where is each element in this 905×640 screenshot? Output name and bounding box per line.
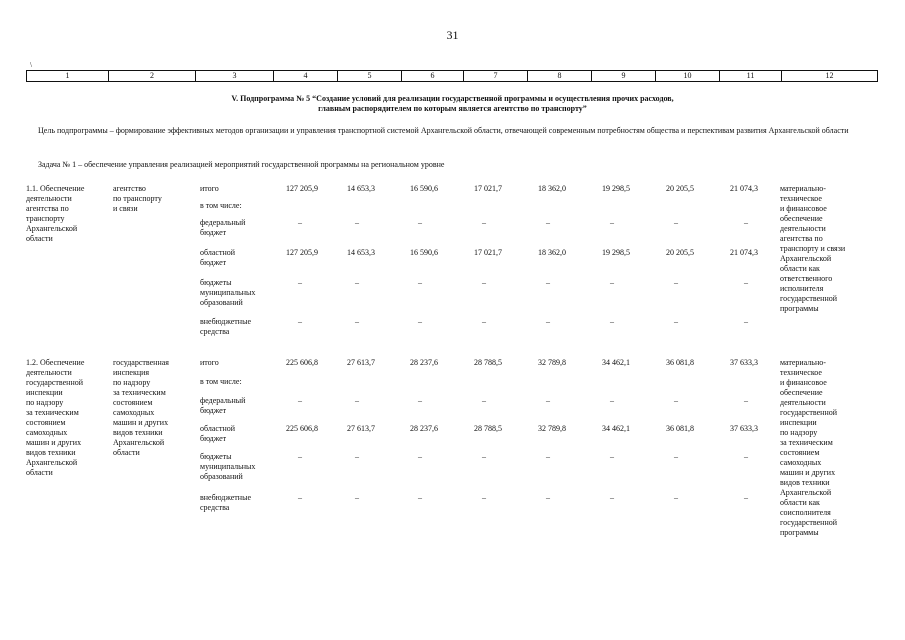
amount-year: 16 590,6 [410, 184, 438, 193]
activity-name: 1.1. Обеспечение деятельности агентства по транспорту Архангельской области [26, 184, 85, 243]
page-number: 31 [446, 28, 459, 42]
column-number: 10 [656, 71, 720, 82]
amount-year: 18 362,0 [538, 248, 566, 257]
amount-year: 14 653,3 [347, 184, 375, 193]
amount-year: – [546, 218, 550, 227]
responsible-executor: агентство по транспорту и связи [113, 184, 162, 213]
column-number-header [26, 70, 878, 82]
amount-year: – [482, 396, 486, 405]
amount-year: 37 633,3 [730, 424, 758, 433]
funding-source: федеральный бюджет [200, 218, 246, 237]
amount-year: – [355, 218, 359, 227]
amount-total: 127 205,9 [286, 184, 318, 193]
column-number: 4 [274, 71, 338, 82]
amount-year: – [546, 317, 550, 326]
amount-year: – [418, 396, 422, 405]
amount-year: – [482, 493, 486, 502]
amount-year: – [674, 278, 678, 287]
amount-total: – [298, 317, 302, 326]
amount-year: – [482, 218, 486, 227]
funding-source: федеральный бюджет [200, 396, 246, 415]
funding-source: итого [200, 184, 219, 193]
amount-year: – [418, 452, 422, 461]
amount-year: 34 462,1 [602, 358, 630, 367]
column-number: 8 [528, 71, 592, 82]
amount-year: – [546, 278, 550, 287]
funding-source: областной бюджет [200, 248, 236, 267]
amount-year: – [744, 452, 748, 461]
amount-year: 28 788,5 [474, 358, 502, 367]
subprogram-goal: Цель подпрограммы – формирование эффективных методов организации и управления транспортной системой Архангельской области, отвечающей современным потребностям общества и перспективам развития Архангельской области [38, 126, 849, 135]
amount-year: – [546, 396, 550, 405]
amount-year: – [744, 396, 748, 405]
amount-year: – [482, 278, 486, 287]
funding-source: в том числе: [200, 377, 242, 386]
amount-year: 36 081,8 [666, 424, 694, 433]
amount-year: – [674, 218, 678, 227]
amount-year: 36 081,8 [666, 358, 694, 367]
amount-year: 19 298,5 [602, 184, 630, 193]
amount-year: 37 633,3 [730, 358, 758, 367]
column-number: 9 [592, 71, 656, 82]
funding-source: внебюджетные средства [200, 493, 251, 512]
responsible-executor: государственная инспекция по надзору за техническим состоянием самоходных машин и других видов техники Архангельской области [113, 358, 169, 457]
amount-year: 34 462,1 [602, 424, 630, 433]
amount-year: – [418, 278, 422, 287]
amount-year: 18 362,0 [538, 184, 566, 193]
amount-year: 16 590,6 [410, 248, 438, 257]
column-number: 5 [338, 71, 402, 82]
amount-year: 20 205,5 [666, 184, 694, 193]
amount-year: – [355, 317, 359, 326]
funding-source: областной бюджет [200, 424, 236, 443]
task-heading: Задача № 1 – обеспечение управления реализацией мероприятий государственной программы на региональном уровне [38, 160, 445, 169]
amount-year: – [418, 317, 422, 326]
amount-year: – [546, 493, 550, 502]
amount-year: 28 237,6 [410, 424, 438, 433]
amount-year: – [482, 317, 486, 326]
funding-source: бюджеты муниципальных образований [200, 278, 256, 307]
subprogram-title-continued: главным распорядителем по которым является агентство по транспорту” [318, 104, 587, 113]
column-number: 7 [464, 71, 528, 82]
amount-year: 32 789,8 [538, 358, 566, 367]
amount-year: 17 021,7 [474, 248, 502, 257]
amount-year: – [355, 452, 359, 461]
column-number: 1 [27, 71, 109, 82]
amount-year: – [610, 396, 614, 405]
amount-year: 20 205,5 [666, 248, 694, 257]
amount-year: – [482, 452, 486, 461]
amount-year: – [546, 452, 550, 461]
amount-year: – [744, 317, 748, 326]
amount-year: 28 237,6 [410, 358, 438, 367]
amount-year: 14 653,3 [347, 248, 375, 257]
funding-source: бюджеты муниципальных образований [200, 452, 256, 481]
funding-source: внебюджетные средства [200, 317, 251, 336]
corner-mark: \ [30, 61, 32, 69]
column-number: 2 [109, 71, 196, 82]
amount-year: 32 789,8 [538, 424, 566, 433]
column-number: 6 [402, 71, 464, 82]
amount-total: – [298, 493, 302, 502]
amount-year: – [610, 317, 614, 326]
amount-year: 27 613,7 [347, 358, 375, 367]
amount-year: – [610, 493, 614, 502]
expected-result: материально- техническое и финансовое обеспечение деятельности государственной инспекции по надзору за техническим состоянием самоходных машин и других видов техники Архангельской области как соисполнителя государственной программы [780, 358, 838, 537]
amount-year: – [744, 493, 748, 502]
amount-total: – [298, 452, 302, 461]
amount-year: – [674, 317, 678, 326]
amount-year: – [744, 278, 748, 287]
amount-year: – [418, 218, 422, 227]
funding-source: в том числе: [200, 201, 242, 210]
amount-total: 127 205,9 [286, 248, 318, 257]
amount-year: 19 298,5 [602, 248, 630, 257]
amount-year: – [355, 493, 359, 502]
amount-year: 21 074,3 [730, 248, 758, 257]
amount-year: – [610, 218, 614, 227]
amount-year: – [355, 278, 359, 287]
subprogram-title: V. Подпрограмма № 5 “Создание условий для реализации государственной программы и осуществления прочих расходов, [231, 94, 674, 103]
amount-total: – [298, 278, 302, 287]
activity-name: 1.2. Обеспечение деятельности государственной инспекции по надзору за техническим состоянием самоходных машин и других видов техники Архангельской области [26, 358, 85, 477]
amount-total: 225 606,8 [286, 424, 318, 433]
amount-year: 28 788,5 [474, 424, 502, 433]
amount-year: – [355, 396, 359, 405]
amount-year: – [418, 493, 422, 502]
amount-year: 17 021,7 [474, 184, 502, 193]
amount-total: – [298, 218, 302, 227]
amount-year: – [610, 452, 614, 461]
amount-year: 27 613,7 [347, 424, 375, 433]
amount-year: – [744, 218, 748, 227]
expected-result: материально- техническое и финансовое обеспечение деятельности агентства по транспорту и связи Архангельской области как ответственного исполнителя государственной программы [780, 184, 846, 313]
amount-year: – [674, 452, 678, 461]
column-number: 12 [782, 71, 878, 82]
amount-total: – [298, 396, 302, 405]
amount-year: – [674, 396, 678, 405]
amount-year: – [610, 278, 614, 287]
amount-year: 21 074,3 [730, 184, 758, 193]
column-number: 11 [720, 71, 782, 82]
amount-total: 225 606,8 [286, 358, 318, 367]
column-number: 3 [196, 71, 274, 82]
amount-year: – [674, 493, 678, 502]
funding-source: итого [200, 358, 219, 367]
